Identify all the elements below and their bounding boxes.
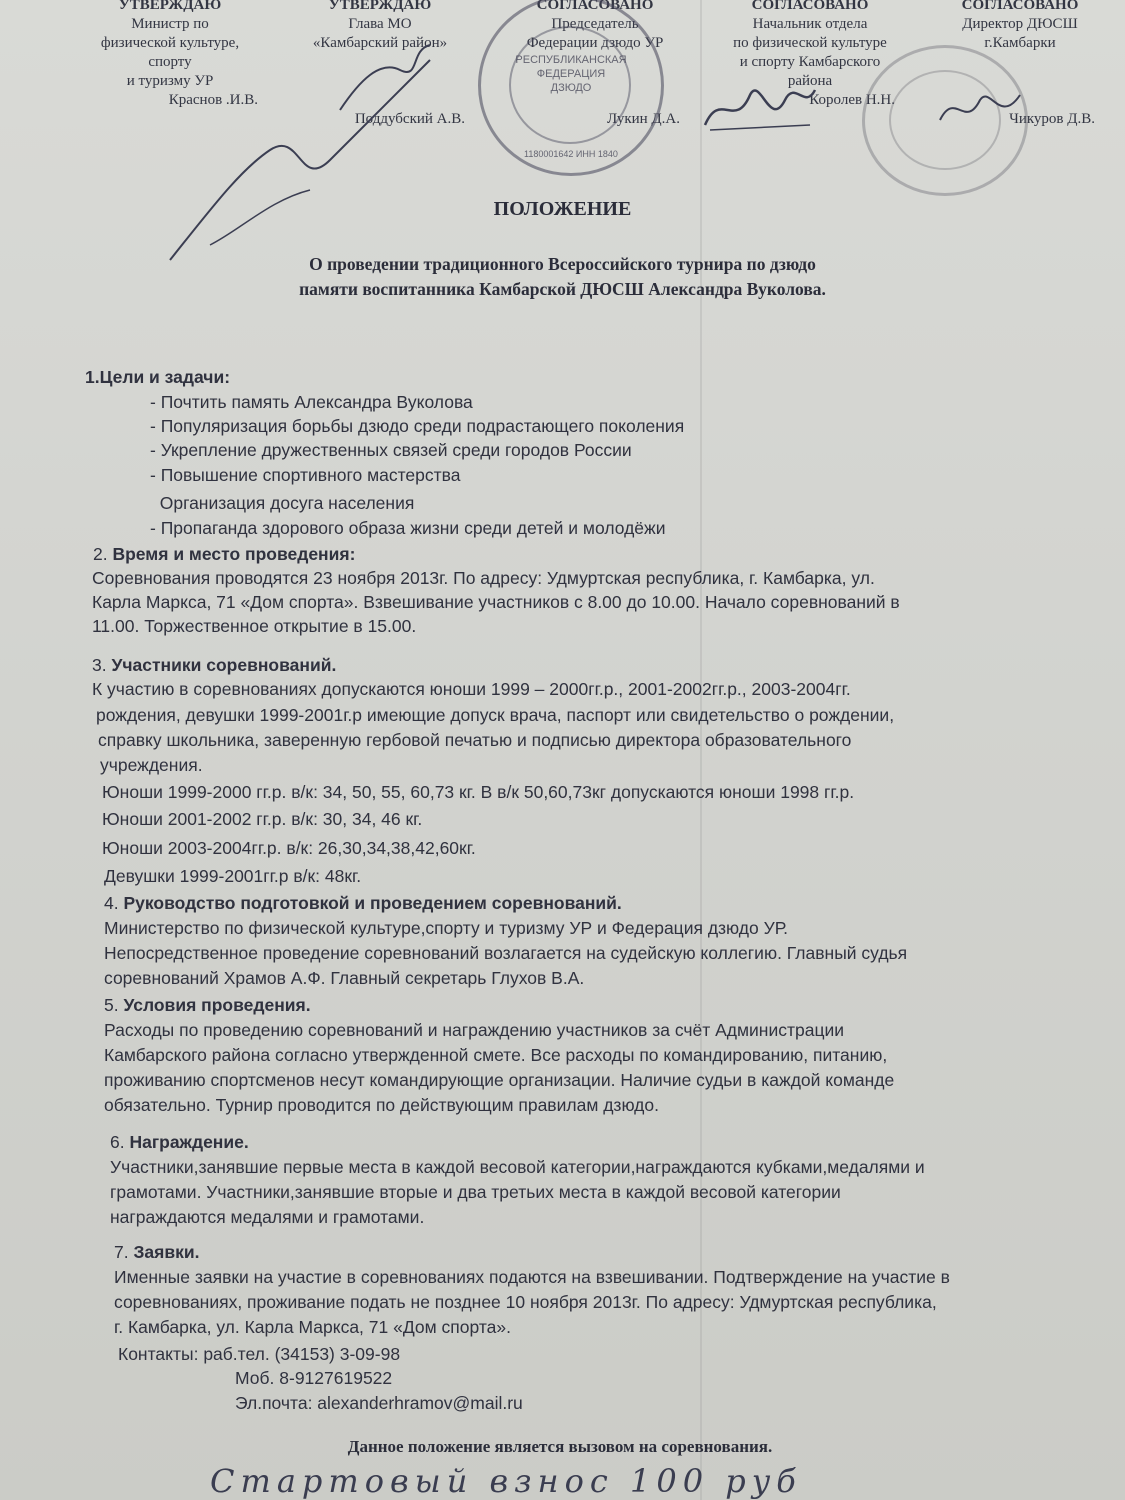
stamp-text: ДЗЮДО <box>550 82 592 94</box>
section-line: 11.00. Торжественное открытие в 15.00. <box>92 616 417 636</box>
approval-line: района <box>787 73 833 89</box>
approval-line: Министр по <box>131 16 209 32</box>
section-4-heading <box>104 891 622 915</box>
section-line: награждаются медалями и грамотами. <box>110 1207 425 1227</box>
approval-signer: Королев Н.Н. <box>809 92 895 108</box>
section-title: Условия проведения. <box>123 995 311 1015</box>
section-number: 5. <box>104 995 124 1015</box>
approval-line: Директор ДЮСШ <box>962 16 1078 32</box>
section-1-heading: 1.Цели и задачи: <box>85 367 231 387</box>
approval-line: г.Камбарки <box>984 35 1056 51</box>
contact-phone: Контакты: раб.тел. (34153) 3-09-98 <box>118 1344 401 1364</box>
section-2-heading <box>93 542 355 566</box>
section-line: Участники,занявшие первые места в каждой весовой категории,награждаются кубками,медалями и <box>110 1157 925 1177</box>
section-title: Время и место проведения: <box>112 544 356 564</box>
section-number: 3. <box>92 655 112 675</box>
goal-item: - Почтить память Александра Вуколова <box>150 392 473 412</box>
section-line: Камбарского района согласно утвержденной смете. Все расходы по командированию, питанию, <box>104 1045 888 1065</box>
approval-line: Председатель <box>551 16 639 32</box>
section-number: 4. <box>104 893 124 913</box>
footer-note: Данное положение является вызовом на соревнования. <box>347 1437 773 1456</box>
section-line: Именные заявки на участие в соревнованиях подаются на взвешивании. Подтверждение на участие в <box>114 1267 950 1287</box>
section-line: Министерство по физической культуре,спорту и туризму УР и Федерация дзюдо УР. <box>104 918 788 938</box>
section-line: Соревнования проводятся 23 ноября 2013г. По адресу: Удмуртская республика, г. Камбарка, ул. <box>92 568 875 588</box>
section-line: грамотами. Участники,занявшие вторые и два третьих места в каждой весовой категории <box>110 1182 841 1202</box>
section-line: соревнованиях, проживание подать не позднее 10 ноября 2013г. По адресу: Удмуртская республика, <box>114 1292 937 1312</box>
goal-item: - Повышение спортивного мастерства <box>150 465 461 485</box>
approval-line: по физической культуре <box>733 35 887 51</box>
document-subtitle-1: О проведении традиционного Всероссийского турнира по дзюдо <box>309 254 816 274</box>
approval-heading: СОГЛАСОВАНО <box>536 0 654 13</box>
approval-signer: Чикуров Д.В. <box>1009 111 1095 127</box>
weight-class-line: Девушки 1999-2001гг.р в/к: 48кг. <box>104 866 362 886</box>
approval-signer: Поддубский А.В. <box>354 111 465 127</box>
section-title: Руководство подготовкой и проведением соревнований. <box>123 893 622 913</box>
section-line: справку школьника, заверенную гербовой печатью и подписью директора образовательного <box>98 730 852 750</box>
approval-line: и спорту Камбарского <box>739 54 881 70</box>
goal-item: Организация досуга населения <box>150 493 415 513</box>
approval-line: «Камбарский район» <box>312 35 448 51</box>
weight-class-line: Юноши 1999-2000 гг.р. в/к: 34, 50, 55, 60,73 кг. В в/к 50,60,73кг допускаются юноши 1998 гг.р. <box>102 782 855 802</box>
approval-heading: СОГЛАСОВАНО <box>961 0 1079 13</box>
approval-line: спорту <box>148 54 192 70</box>
section-line: Карла Маркса, 71 «Дом спорта». Взвешивание участников с 8.00 до 10.00. Начало соревнований в <box>92 592 900 612</box>
goal-item: - Укрепление дружественных связей среди городов России <box>150 440 632 460</box>
section-line: Непосредственное проведение соревнований возлагается на судейскую коллегию. Главный судья <box>104 943 908 963</box>
signature-department <box>700 70 820 140</box>
section-line: обязательно. Турнир проводится по действующим правилам дзюдо. <box>104 1095 659 1115</box>
goal-item: - Популяризация борьбы дзюдо среди подрастающего поколения <box>150 416 685 436</box>
approval-line: Начальник отдела <box>752 16 868 32</box>
approval-line: Глава МО <box>348 16 412 32</box>
section-line: соревнований Храмов А.Ф. Главный секретарь Глухов В.А. <box>104 968 585 988</box>
section-line: Расходы по проведению соревнований и награждению участников за счёт Администрации <box>104 1020 845 1040</box>
approval-signer: Лукин Д.А. <box>607 111 680 127</box>
federation-stamp <box>478 0 664 176</box>
section-line: К участию в соревнованиях допускаются юноши 1999 – 2000гг.р., 2001-2002гг.р., 2003-2004гг. <box>92 679 851 699</box>
stamp-inn: 1180001642 ИНН 1840 <box>524 149 618 159</box>
goal-item: - Пропаганда здорового образа жизни среди детей и молодёжи <box>150 518 666 538</box>
section-number: 2. <box>93 544 113 564</box>
approval-heading: СОГЛАСОВАНО <box>751 0 869 13</box>
section-line: рождения, девушки 1999-2001г.р имеющие допуск врача, паспорт или свидетельство о рождении, <box>96 705 895 725</box>
approval-heading: УТВЕРЖДАЮ <box>118 0 222 13</box>
section-line: г. Камбарка, ул. Карла Маркса, 71 «Дом спорта». <box>114 1317 511 1337</box>
section-line: учреждения. <box>100 755 203 775</box>
weight-class-line: Юноши 2003-2004гг.р. в/к: 26,30,34,38,42,60кг. <box>102 838 476 858</box>
approval-line: физической культуре, <box>100 35 240 51</box>
section-5-heading <box>104 993 311 1017</box>
approval-line: и туризму УР <box>126 73 214 89</box>
approval-signer: Краснов .И.В. <box>168 92 258 108</box>
stamp-text: РЕСПУБЛИКАНСКАЯ <box>515 54 627 66</box>
section-number: 6. <box>110 1132 130 1152</box>
section-3-heading <box>92 653 336 677</box>
approval-heading: УТВЕРЖДАЮ <box>328 0 432 13</box>
weight-class-line: Юноши 2001-2002 гг.р. в/к: 30, 34, 46 кг. <box>102 809 423 829</box>
section-title: Участники соревнований. <box>111 655 337 675</box>
handwritten-note: Стартовый взнос 100 руб <box>210 1462 802 1500</box>
approval-line: Федерации дзюдо УР <box>526 35 664 51</box>
contact-mobile: Моб. 8-9127619522 <box>235 1368 393 1388</box>
signature-school <box>935 80 1025 140</box>
section-6-heading <box>110 1130 249 1154</box>
stamp-text: ФЕДЕРАЦИЯ <box>536 68 606 80</box>
section-line: проживанию спортсменов несут командирующие организации. Наличие судьи в каждой команде <box>104 1070 895 1090</box>
signature-head <box>330 40 440 120</box>
document-title: ПОЛОЖЕНИЕ <box>493 198 632 220</box>
document-subtitle-2: памяти воспитанника Камбарской ДЮСШ Александра Вуколова. <box>299 279 826 299</box>
section-title: Заявки. <box>133 1242 200 1262</box>
section-7-heading <box>114 1240 200 1264</box>
section-number: 7. <box>114 1242 134 1262</box>
contact-email: Эл.почта: alexanderhramov@mail.ru <box>235 1393 523 1413</box>
section-title: Награждение. <box>129 1132 249 1152</box>
